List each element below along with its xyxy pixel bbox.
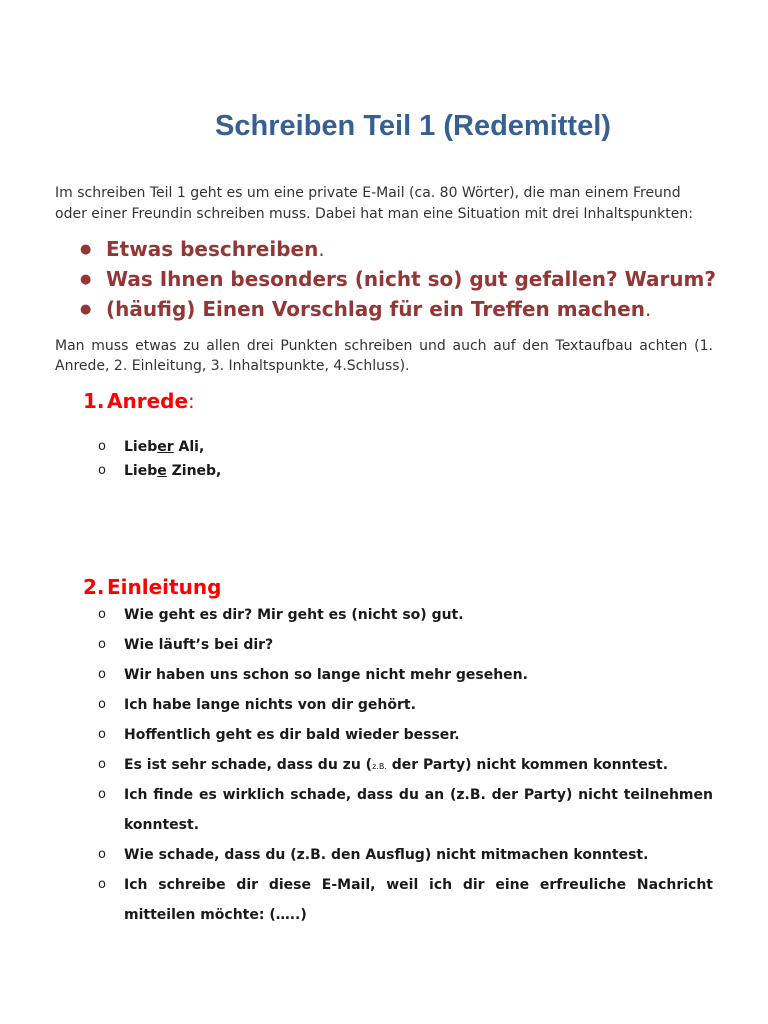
item-text: Lieb — [124, 439, 158, 455]
circle-bullet-icon: o — [98, 757, 106, 772]
bullet-text: Was Ihnen besonders (nicht so) gut gefallen? Warum? — [106, 267, 716, 291]
section-number: 1. — [83, 389, 105, 413]
circle-bullet-icon: o — [98, 787, 106, 802]
list-item — [98, 630, 713, 660]
circle-bullet-icon: o — [98, 847, 106, 862]
anrede-list — [98, 435, 713, 483]
item-emphasis: teilnehmen — [623, 787, 713, 803]
intro-line-2: oder einer Freundin schreiben muss. Dabei hat man eine Situation mit drei Inhaltspunkten: — [55, 206, 693, 222]
item-emphasis: zu — [342, 757, 361, 773]
section-heading-anrede — [83, 389, 195, 413]
item-text: Wie läuft’s bei dir? — [124, 637, 274, 653]
circle-bullet-icon: o — [98, 667, 106, 682]
item-text: konntest. — [588, 757, 669, 773]
bullet-trail: . — [318, 237, 325, 261]
list-item — [98, 870, 713, 930]
circle-bullet-icon: o — [98, 697, 106, 712]
item-text: Wie geht es dir? Mir geht es (nicht so) gut. — [124, 607, 464, 623]
circle-bullet-icon: o — [98, 607, 106, 622]
item-text: konntest. — [124, 817, 200, 833]
section-colon: : — [188, 389, 195, 413]
list-item — [98, 459, 713, 483]
list-item — [98, 840, 713, 870]
list-item — [98, 435, 713, 459]
item-text: Wir haben uns schon so lange nicht mehr gesehen. — [124, 667, 528, 683]
section-label: Einleitung — [107, 575, 222, 599]
item-text: Ich finde es wirklich schade, dass du — [124, 787, 425, 803]
list-item — [98, 600, 713, 630]
circle-bullet-icon: o — [98, 877, 106, 892]
item-text: Wie schade, dass du (z.B. den Ausflug) nicht mitmachen konntest. — [124, 847, 649, 863]
einleitung-list — [98, 600, 713, 930]
list-item — [98, 780, 713, 840]
bullet-icon: ● — [80, 301, 92, 317]
intro-paragraph — [55, 183, 713, 225]
item-text: Hoffentlich geht es dir bald wieder besser. — [124, 727, 460, 743]
item-text: ( — [360, 757, 373, 773]
bullet-trail: . — [644, 297, 652, 321]
list-item — [98, 690, 713, 720]
circle-bullet-icon: o — [98, 463, 106, 478]
item-underlined: er — [157, 439, 174, 455]
bullet-text: (häufig) Einen Vorschlag für ein Treffen machen — [106, 297, 645, 321]
item-text: der Party) nicht — [386, 757, 521, 773]
page-title: Schreiben Teil 1 (Redemittel) — [215, 110, 611, 142]
item-text: (z.B. der Party) nicht — [444, 787, 624, 803]
item-text: Ali, — [173, 439, 205, 455]
circle-bullet-icon: o — [98, 439, 106, 454]
structure-paragraph: Man muss etwas zu allen drei Punkten schreiben und auch auf den Textaufbau achten (1. Anrede, 2. Einleitung, 3. Inhaltspunkte, 4.Schluss). — [55, 338, 713, 374]
item-text: Lieb — [124, 463, 158, 479]
section-heading-einleitung — [83, 575, 221, 599]
section-label: Anrede — [107, 389, 189, 413]
circle-bullet-icon: o — [98, 727, 106, 742]
item-text: Ich schreibe dir diese E-Mail, weil ich dir eine erfreuliche Nachricht mitteilen möchte: (…..) — [124, 877, 713, 923]
list-item — [98, 750, 713, 780]
item-emphasis: an — [424, 787, 445, 803]
item-text: Es ist sehr schade, dass du — [124, 757, 343, 773]
item-small: z.B. — [372, 762, 387, 771]
item-text: Ich habe lange nichts von dir gehört. — [124, 697, 416, 713]
content-points-list — [80, 234, 716, 324]
item-text: Zineb, — [166, 463, 222, 479]
item-underlined: e — [157, 463, 167, 479]
list-item — [80, 234, 716, 264]
item-emphasis: kommen — [520, 757, 589, 773]
list-item — [80, 294, 716, 324]
bullet-icon: ● — [80, 271, 92, 287]
bullet-icon: ● — [80, 241, 92, 257]
list-item — [80, 264, 716, 294]
circle-bullet-icon: o — [98, 637, 106, 652]
list-item — [98, 720, 713, 750]
section-number: 2. — [83, 575, 105, 599]
bullet-text: Etwas beschreiben — [106, 237, 319, 261]
list-item — [98, 660, 713, 690]
intro-line-1: Im schreiben Teil 1 geht es um eine private E-Mail (ca. 80 Wörter), die man einem Freund — [55, 185, 681, 201]
